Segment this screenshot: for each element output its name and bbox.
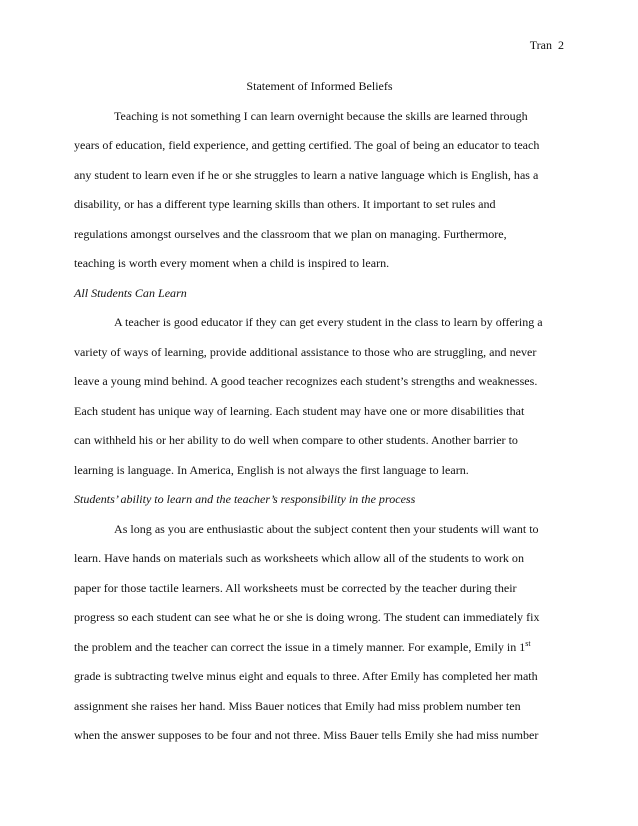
paragraph-line: leave a young mind behind. A good teacher recognizes each student’s strengths and weaknesses. — [74, 374, 538, 388]
paragraph-line: Teaching is not something I can learn overnight because the skills are learned through — [114, 108, 528, 123]
paragraph-line: paper for those tactile learners. All worksheets must be corrected by the teacher during their — [74, 580, 517, 595]
paragraph-line: teaching is worth every moment when a child is inspired to learn. — [74, 256, 390, 270]
ordinal-superscript: st — [525, 638, 531, 648]
paragraph-line: any student to learn even if he or she struggles to learn a native language which is English, has a — [74, 167, 539, 182]
paragraph-line: learning is language. In America, English is not always the first language to learn. — [74, 462, 469, 477]
document-body — [74, 72, 565, 751]
paragraph-line: variety of ways of learning, provide additional assistance to those who are struggling, and never — [74, 344, 537, 359]
paragraph-line: years of education, field experience, and getting certified. The goal of being an educator to teach — [74, 138, 540, 152]
paragraph-line: A teacher is good educator if they can get every student in the class to learn by offering a — [114, 315, 543, 329]
document-title: Statement of Informed Beliefs — [246, 79, 393, 93]
running-header — [530, 38, 564, 52]
paragraph-line: disability, or has a different type learning skills than others. It important to set rules and — [74, 197, 496, 211]
paragraph-line: assignment she raises her hand. Miss Bauer notices that Emily had miss problem number ten — [74, 698, 521, 713]
paragraph-line: can withheld his or her ability to do well when compare to other students. Another barrier to — [74, 433, 518, 447]
line-text: the problem and the teacher can correct the issue in a timely manner. For example, Emily in 1 — [74, 639, 526, 654]
section-heading: Students’ ability to learn and the teacher’s responsibility in the process — [74, 492, 416, 506]
section-heading: All Students Can Learn — [74, 285, 187, 300]
paragraph-line: when the answer supposes to be four and not three. Miss Bauer tells Emily she had miss number — [74, 728, 539, 742]
header-author: Tran — [529, 38, 552, 52]
paragraph-line: Each student has unique way of learning. Each student may have one or more disabilities that — [74, 403, 525, 418]
paragraph-line: regulations amongst ourselves and the classroom that we plan on managing. Furthermore, — [74, 226, 507, 241]
paragraph-line: learn. Have hands on materials such as worksheets which allow all of the students to work on — [74, 551, 524, 565]
paragraph-line: progress so each student can see what he or she is doing wrong. The student can immediately fix — [74, 610, 540, 624]
paragraph-line — [74, 633, 565, 663]
paragraph-line: grade is subtracting twelve minus eight and equals to three. After Emily has completed her math — [74, 669, 538, 683]
header-page-number: 2 — [558, 38, 564, 52]
paragraph-line: As long as you are enthusiastic about the subject content then your students will want to — [114, 521, 539, 536]
